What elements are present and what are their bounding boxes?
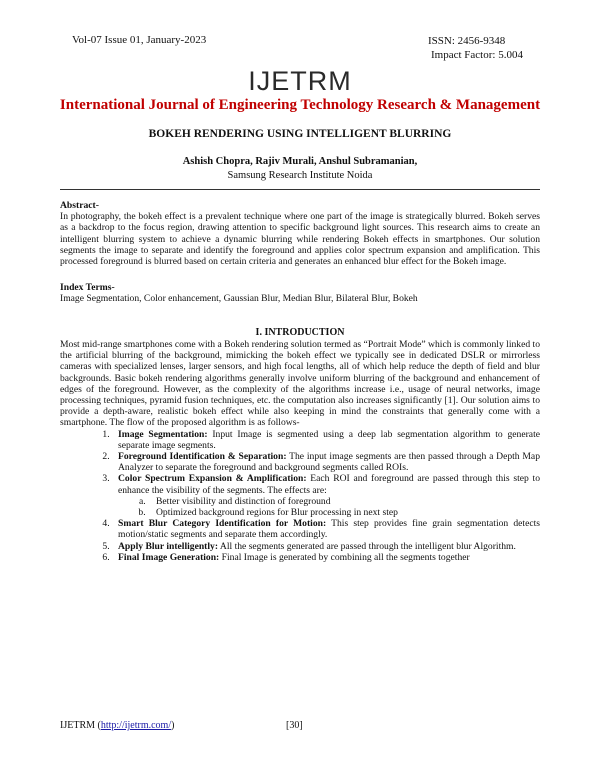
paper-authors: Ashish Chopra, Rajiv Murali, Anshul Subramanian,: [182, 156, 418, 167]
index-terms-heading: Index Terms-: [60, 282, 115, 293]
impact-factor: Impact Factor: 5.004: [431, 49, 523, 61]
list-item: [112, 552, 540, 563]
index-terms-section: [60, 282, 540, 304]
abstract-section: [60, 200, 540, 267]
footer-paren: ): [171, 720, 175, 731]
introduction-paragraph: Most mid-range smartphones come with a Bokeh rendering solution termed as “Portrait Mode” which is commonly linked to the artificial blurring of the background, mimicking the bokeh effect we typically see in dedicated DSLR or mirrorless cameras with specialized lenses, larger sensors, and high focal lengths, all of which help reduce the depth of field and blur backgrounds. Basic bokeh rendering algorithms generally involve uniform blurring of the background and enhancement of edges of the foreground. However, as the complexity of the algorithms increase i.e., usage of neural networks, image processing techniques, pyramid fusion techniques, etc. the computation also increases significantly [1]. Our solution aims to provide a depth-aware, realistic bokeh effect while also keeping in mind the constraints that generally come with a smartphone. The flow of the proposed algorithm is as follows-: [60, 339, 540, 429]
step-label: Smart Blur Category Identification for Motion:: [118, 518, 327, 530]
step-text: The input image segments are then passed through a Depth Map Analyzer to separate the foreground and background segments called ROIs.: [118, 451, 540, 474]
list-item: [112, 541, 540, 552]
journal-logo: IJETRM: [248, 66, 352, 96]
step-text: All the segments generated are passed through the intelligent blur Algorithm.: [218, 540, 516, 552]
list-item: [112, 518, 540, 540]
list-item: b. Optimized background regions for Blur processing in next step: [148, 507, 540, 518]
list-item: [112, 473, 540, 518]
journal-name: International Journal of Engineering Technology Research & Management: [59, 97, 541, 113]
list-item: [112, 429, 540, 451]
effects-sublist: [118, 496, 540, 518]
section-heading-introduction: I. INTRODUCTION: [255, 327, 345, 338]
step-text: Each ROI and foreground are passed through this step to enhance the visibility of the segments. The effects are:: [118, 473, 540, 496]
paper-title: BOKEH RENDERING USING INTELLIGENT BLURRING: [148, 128, 452, 140]
step-text: Input Image is segmented using a deep lab segmentation algorithm to generate separate image segments.: [118, 428, 540, 451]
journal-link[interactable]: http://ijetrm.com/: [100, 720, 172, 731]
step-label: Final Image Generation:: [118, 551, 220, 563]
header-divider: [60, 189, 540, 190]
volume-issue: Vol-07 Issue 01, January-2023: [72, 34, 207, 46]
step-label: Image Segmentation:: [118, 428, 208, 440]
step-label: Foreground Identification & Separation:: [118, 451, 287, 463]
index-terms-text: Image Segmentation, Color enhancement, Gaussian Blur, Median Blur, Bilateral Blur, Bokeh: [60, 293, 418, 305]
footer-journal: IJETRM (: [60, 720, 101, 731]
list-item: a. Better visibility and distinction of foreground: [148, 496, 540, 507]
page-footer: [60, 720, 303, 731]
step-label: Apply Blur intelligently:: [118, 540, 219, 552]
list-item: [112, 451, 540, 473]
introduction-section: [60, 339, 540, 563]
abstract-heading: Abstract-: [60, 200, 99, 211]
page-number: [30]: [286, 720, 303, 731]
abstract-text: In photography, the bokeh effect is a prevalent technique where one part of the image is strategically blurred. Bokeh serves as a backdrop to the focus region, drawing attention to specific background light sources. This research aims to create an intelligent blurring system to achieve a dynamic blurring while rendering Bokeh effects in smartphones. Our solution segments the image to separate and identify the foreground and applies color spectrum expansion and amplification. This processed foreground is blurred based on certain criteria and generates an enhanced blur effect for the Bokeh image.: [60, 211, 540, 268]
step-text: Final Image is generated by combining all the segments together: [219, 551, 470, 563]
step-label: Color Spectrum Expansion & Amplification:: [118, 473, 307, 485]
step-text: This step provides fine grain segmentation detects motion/static segments and separate them accordingly.: [118, 518, 540, 541]
author-affiliation: Samsung Research Institute Noida: [227, 170, 373, 181]
issn: ISSN: 2456-9348: [428, 35, 506, 47]
algorithm-steps-list: [60, 429, 540, 563]
issn-block: [428, 34, 523, 62]
